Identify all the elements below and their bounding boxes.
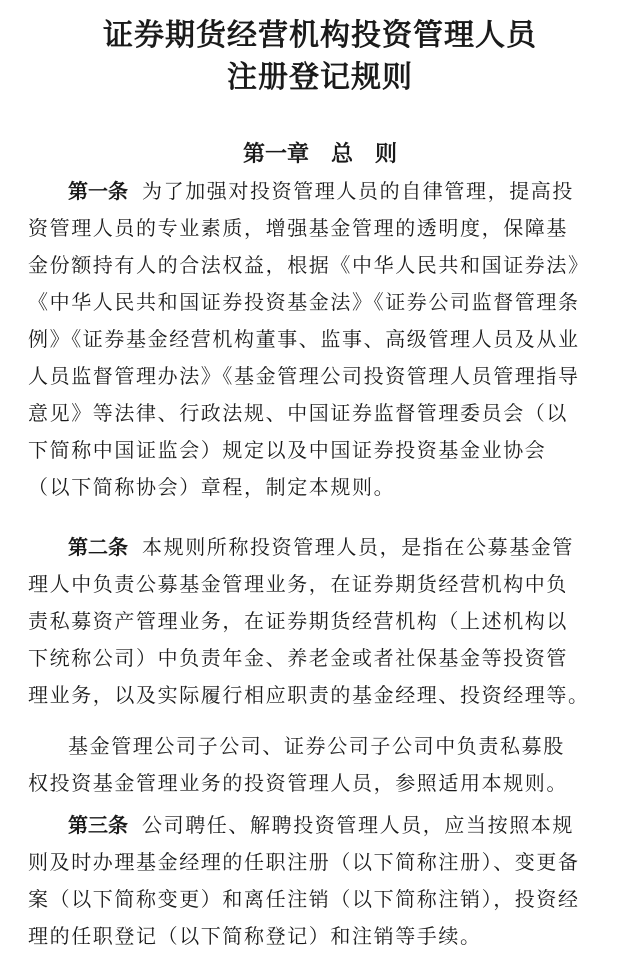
article-2-para-2-text: 基金管理公司子公司、证券公司子公司中负责私募股 [68,734,565,758]
article-1-line-6 [28,361,618,391]
article-2-line-5 [28,680,618,710]
article-2-text: 责私募资产管理业务，在证券期货经营机构（上述机构以 [28,609,568,633]
article-2-line-3 [28,606,618,636]
article-3-line-3 [28,884,618,914]
article-1-text: 资管理人员的专业素质，增强基金管理的透明度，保障基 [28,216,568,240]
article-3-label: 第三条 [68,813,128,837]
article-1-line-1 [28,176,618,206]
article-3-line-2 [28,847,618,877]
article-1-text: 为了加强对投资管理人员的自律管理，提高投 [142,179,574,203]
article-1-text: 《中华人民共和国证券投资基金法》《证券公司监督管理条 [28,290,580,314]
article-2-para-2-line-2 [28,768,618,798]
article-2-label: 第二条 [68,535,128,559]
article-1-text: （以下简称协会）章程，制定本规则。 [28,475,396,499]
article-1-text: 下简称中国证监会）规定以及中国证券投资基金业协会 [28,438,547,462]
article-2-text: 本规则所称投资管理人员，是指在公募基金管 [142,535,574,559]
article-1-line-8 [28,435,618,465]
article-1-line-9 [28,472,618,502]
article-3-text: 理的任职登记（以下简称登记）和注销等手续。 [28,924,482,948]
article-1-line-5 [28,324,618,354]
article-3-line-4 [28,921,618,951]
article-3-text: 公司聘任、解聘投资管理人员，应当按照本规 [142,813,574,837]
article-1-text: 人员监督管理办法》《基金管理公司投资管理人员管理指导 [28,364,580,388]
article-1-text: 意见》等法律、行政法规、中国证券监督管理委员会（以 [28,401,568,425]
article-2-line-1 [28,532,618,562]
chapter-heading: 第一章 总 则 [242,142,397,167]
article-1-line-2 [28,213,618,243]
article-1-label: 第一条 [68,179,128,203]
article-1-line-7 [28,398,618,428]
article-2-text: 理业务，以及实际履行相应职责的基金经理、投资经理等。 [28,683,590,707]
document-title-line-2: 注册登记规则 [227,60,413,95]
article-3-text: 案（以下简称变更）和离任注销（以下简称注销），投资经 [28,887,580,911]
article-2-line-4 [28,643,618,673]
article-1-line-4 [28,287,618,317]
article-2-text: 理人中负责公募基金管理业务，在证券期货经营机构中负 [28,572,568,596]
article-2-para-2-text: 权投资基金管理业务的投资管理人员，参照适用本规则。 [28,771,568,795]
article-2-line-2 [28,569,618,599]
article-2-para-2-line-1 [28,731,618,761]
article-1-text: 例》《证券基金经营机构董事、监事、高级管理人员及从业 [28,327,580,351]
article-1-line-3 [28,250,618,280]
document-title-line-1: 证券期货经营机构投资管理人员 [103,18,537,53]
article-2-text: 下统称公司）中负责年金、养老金或者社保基金等投资管 [28,646,568,670]
article-3-text: 则及时办理基金经理的任职注册（以下简称注册）、变更备 [28,850,580,874]
article-1-text: 金份额持有人的合法权益，根据《中华人民共和国证券法》 [28,253,590,277]
article-3-line-1 [28,810,618,840]
